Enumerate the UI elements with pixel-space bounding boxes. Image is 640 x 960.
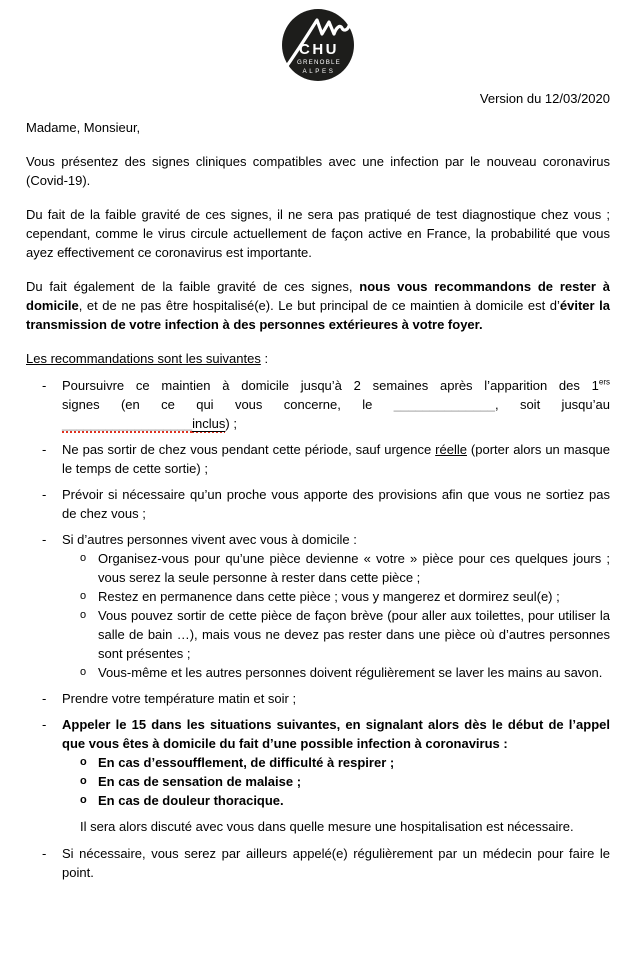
bullet-temperature (26, 689, 610, 708)
subbullet-content: En cas de sensation de malaise ; (98, 774, 302, 789)
bullet-text: , soit jusqu’au (494, 397, 610, 412)
circle-marker: o (80, 590, 87, 602)
bullet-content (62, 440, 610, 478)
dash-marker: - (42, 717, 47, 732)
bullet-content (62, 530, 610, 682)
superscript-ers: ers (598, 377, 610, 387)
circle-marker: o (80, 756, 87, 768)
bullet-doctor-follow-up (26, 844, 610, 882)
bullet-text: signes (en ce qui vous concerne, le (62, 397, 394, 412)
subbullet-content: En cas de douleur thoracique. (98, 793, 284, 808)
bullet-content: Si nécessaire, vous serez par ailleurs appelé(e) régulièrement par un médecin pour faire le point. (62, 846, 610, 880)
bullet-content: Prévoir si nécessaire qu’un proche vous apporte des provisions afin que vous ne sortiez pas de chez vous ; (62, 487, 610, 521)
bullet-line (62, 414, 610, 433)
logo-grenoble-text: GRENOBLE (297, 59, 341, 66)
dash-marker: - (42, 378, 47, 393)
version-text: Version du 12/03/2020 (479, 91, 610, 106)
dash-marker: - (42, 846, 47, 861)
chu-logo-graphic (276, 6, 360, 84)
bullet-content (62, 715, 610, 810)
circle-marker: o (80, 775, 87, 787)
paragraph-text: Du fait également de la faible gravité de ces signes, (26, 279, 360, 294)
heading-underlined: Les recommandations sont les suivantes (26, 351, 261, 366)
bullet-content: Prendre votre température matin et soir ; (62, 691, 297, 706)
bullet-stay-two-weeks (26, 376, 610, 433)
dash-marker: - (42, 532, 47, 547)
date-blank-field-2: __________________ (62, 416, 193, 431)
hospitalisation-note: Il sera alors discuté avec vous dans quelle mesure une hospitalisation est nécessaire. (80, 819, 574, 834)
bullet-text: Poursuivre ce maintien à domicile jusqu’à 2 semaines après l’apparition des 1 (62, 378, 599, 393)
logo-chu-text: CHU (299, 41, 339, 58)
bullet-text: Ne pas sortir de chez vous pendant cette période, sauf urgence (62, 442, 436, 457)
bullet-head: Appeler le 15 dans les situations suivantes, en signalant alors dès le début de l’appel que vous êtes à domicile du fait d’une possible infection à coronavirus : (62, 717, 610, 751)
bullet-call-15 (26, 715, 610, 810)
circle-marker: o (80, 794, 87, 806)
circle-marker: o (80, 552, 87, 564)
spellcheck-underline (192, 416, 225, 431)
bold-avoid-transmission: éviter la transmission de votre infection à des personnes extérieures à votre foyer. (26, 298, 610, 332)
chu-logo (26, 6, 610, 89)
paragraph-symptoms: Vous présentez des signes cliniques compatibles avec une infection par le nouveau coronavirus (Covid-19). (26, 154, 610, 188)
subbullet-wash-hands (62, 663, 610, 682)
reelle-underlined: réelle (435, 442, 467, 457)
dash-marker: - (42, 691, 47, 706)
subbullet-own-room (62, 549, 610, 587)
recommendations-heading (26, 349, 610, 368)
bullet-other-people (26, 530, 610, 682)
bullet-no-going-out (26, 440, 610, 478)
circle-marker: o (80, 609, 87, 621)
bullet-provisions (26, 485, 610, 523)
dash-marker: - (42, 487, 47, 502)
paragraph-text: , et de ne pas être hospitalisé(e). Le but principal de ce maintien à domicile est d’ (78, 298, 560, 313)
subbullet-malaise (62, 772, 610, 791)
bullet-line (62, 376, 610, 395)
subbullet-content: Vous pouvez sortir de cette pièce de façon brève (pour aller aux toilettes, pour utiliser la salle de bain …), mais vous ne devez pas rester dans une pièce où d’autres personnes sont présentes ; (98, 608, 610, 661)
bullet-content (62, 376, 610, 433)
bold-recommendation: nous vous recommandons de rester à domicile (26, 279, 610, 313)
subbullet-stay-in-room (62, 587, 610, 606)
bullet-head: Si d’autres personnes vivent avec vous à domicile : (62, 532, 357, 547)
subbullet-breathlessness (62, 753, 610, 772)
subbullet-brief-exits (62, 606, 610, 663)
dash-marker: - (42, 442, 47, 457)
subbullet-chest-pain (62, 791, 610, 810)
bullet-text: ) ; (225, 416, 237, 431)
paragraph-no-test: Du fait de la faible gravité de ces signes, il ne sera pas pratiqué de test diagnostique chez vous ; cependant, comme le virus circule actuellement de façon active en France, la probabilité que vous ayez effectivement ce coronavirus est importante. (26, 207, 610, 260)
paragraph-stay-home (26, 277, 610, 334)
date-blank-field: ______________ (393, 397, 495, 412)
subbullet-content: Restez en permanence dans cette pièce ; vous y mangerez et dormirez seul(e) ; (98, 589, 560, 604)
bullet-line (62, 395, 610, 414)
logo-alpes-text: ALPES (302, 68, 336, 75)
subbullet-content: En cas d’essoufflement, de difficulté à respirer ; (98, 755, 395, 770)
subbullet-content: Organisez-vous pour qu’une pièce devienne « votre » pièce pour ces quelques jours ; vous serez la seule personne à rester dans cette pièce ; (98, 551, 610, 585)
heading-colon: : (260, 351, 269, 366)
bullet-text: (porter alors un masque le temps de cette sortie) ; (62, 442, 611, 476)
circle-marker: o (80, 666, 87, 678)
salutation: Madame, Monsieur, (26, 120, 141, 135)
inclus-underlined: inclus (192, 416, 226, 431)
subbullet-content: Vous-même et les autres personnes doivent régulièrement se laver les mains au savon. (98, 665, 603, 680)
